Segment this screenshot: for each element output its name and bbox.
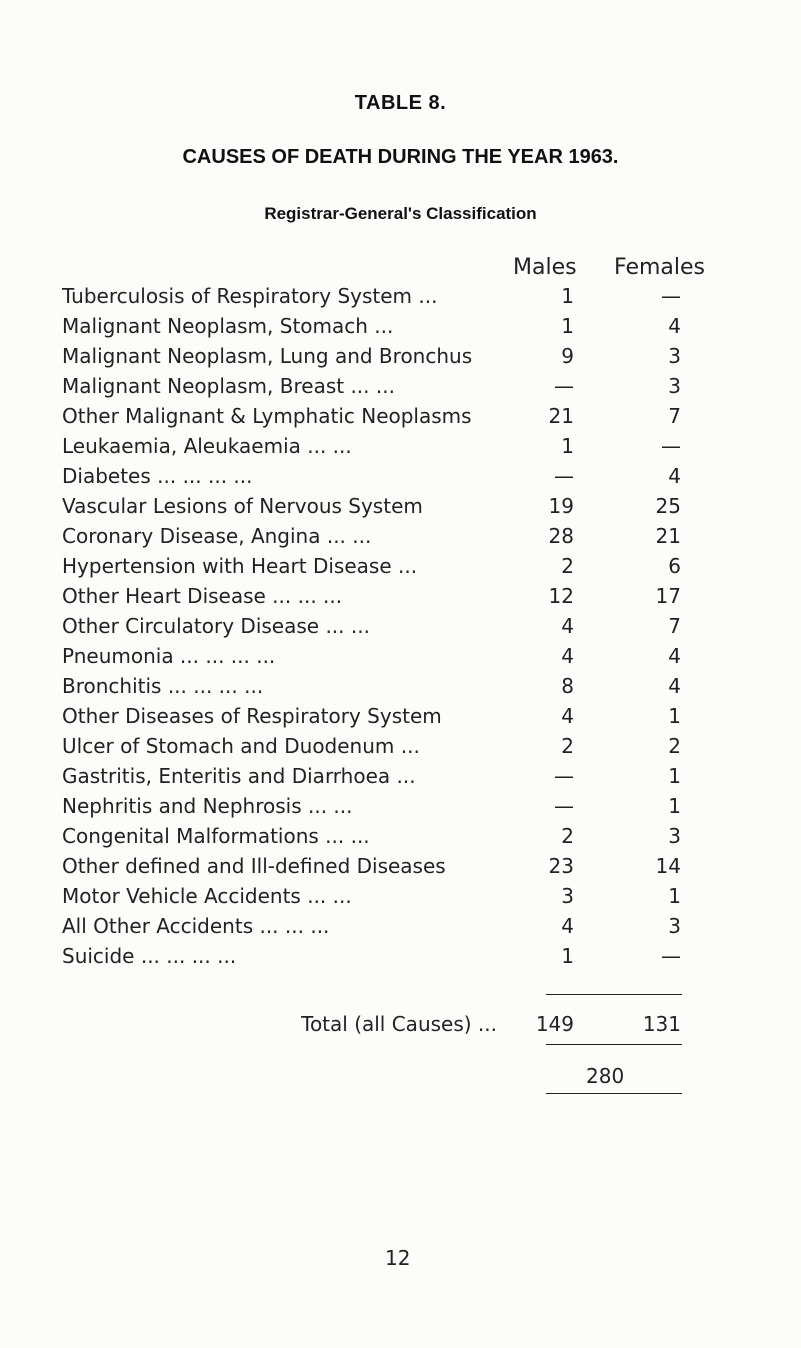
total-rule xyxy=(546,1044,682,1045)
males-value: — xyxy=(554,764,574,788)
cause-label: Hypertension with Heart Disease ... xyxy=(62,554,418,578)
females-value: — xyxy=(661,284,681,308)
females-value: 2 xyxy=(668,734,681,758)
males-value: 4 xyxy=(561,914,574,938)
males-value: 1 xyxy=(561,284,574,308)
males-value: 23 xyxy=(548,854,574,878)
males-value: — xyxy=(554,374,574,398)
females-value: 3 xyxy=(668,344,681,368)
cause-label: Diabetes ... ... ... ... xyxy=(62,464,253,488)
males-value: — xyxy=(554,464,574,488)
males-value: 1 xyxy=(561,944,574,968)
males-value: 2 xyxy=(561,554,574,578)
females-value: 7 xyxy=(668,614,681,638)
page-title: CAUSES OF DEATH DURING THE YEAR 1963. xyxy=(182,146,619,168)
column-header-females: Females xyxy=(614,255,706,280)
males-value: 21 xyxy=(548,404,574,428)
total-label: Total (all Causes) ... xyxy=(301,1012,497,1036)
females-value: — xyxy=(661,944,681,968)
females-value: 4 xyxy=(668,314,681,338)
females-value: 25 xyxy=(655,494,681,518)
total-females-value: 131 xyxy=(642,1012,681,1036)
females-value: 3 xyxy=(668,914,681,938)
cause-label: Malignant Neoplasm, Stomach ... xyxy=(62,314,394,338)
cause-label: Tuberculosis of Respiratory System ... xyxy=(62,284,438,308)
cause-label: Other Diseases of Respiratory System xyxy=(62,704,442,728)
subtotal-rule xyxy=(546,994,682,995)
males-value: 12 xyxy=(548,584,574,608)
cause-label: Bronchitis ... ... ... ... xyxy=(62,674,264,698)
cause-label: Motor Vehicle Accidents ... ... xyxy=(62,884,352,908)
females-value: 6 xyxy=(668,554,681,578)
cause-label: Leukaemia, Aleukaemia ... ... xyxy=(62,434,352,458)
cause-label: Other Circulatory Disease ... ... xyxy=(62,614,370,638)
males-value: 28 xyxy=(548,524,574,548)
females-value: 1 xyxy=(668,794,681,818)
males-value: 1 xyxy=(561,314,574,338)
cause-label: Pneumonia ... ... ... ... xyxy=(62,644,276,668)
females-value: 4 xyxy=(668,644,681,668)
females-value: 14 xyxy=(655,854,681,878)
females-value: 3 xyxy=(668,824,681,848)
females-value: 3 xyxy=(668,374,681,398)
males-value: 1 xyxy=(561,434,574,458)
females-value: 4 xyxy=(668,674,681,698)
cause-label: Other Heart Disease ... ... ... xyxy=(62,584,343,608)
males-value: — xyxy=(554,794,574,818)
cause-label: Other Malignant & Lymphatic Neoplasms xyxy=(62,404,472,428)
column-header-males: Males xyxy=(513,255,577,280)
cause-label: Other defined and Ill-defined Diseases xyxy=(62,854,446,878)
total-males-value: 149 xyxy=(535,1012,574,1036)
males-value: 4 xyxy=(561,644,574,668)
females-value: 1 xyxy=(668,704,681,728)
page-number: 12 xyxy=(385,1246,411,1270)
cause-label: Ulcer of Stomach and Duodenum ... xyxy=(62,734,420,758)
page-subtitle: Registrar-General's Classification xyxy=(264,204,537,223)
males-value: 4 xyxy=(561,704,574,728)
males-value: 2 xyxy=(561,734,574,758)
females-value: 4 xyxy=(668,464,681,488)
males-value: 8 xyxy=(561,674,574,698)
females-value: 21 xyxy=(655,524,681,548)
males-value: 9 xyxy=(561,344,574,368)
cause-label: Vascular Lesions of Nervous System xyxy=(62,494,423,518)
females-value: 1 xyxy=(668,764,681,788)
cause-label: Malignant Neoplasm, Lung and Bronchus xyxy=(62,344,473,368)
males-value: 2 xyxy=(561,824,574,848)
females-value: — xyxy=(661,434,681,458)
cause-label: Malignant Neoplasm, Breast ... ... xyxy=(62,374,395,398)
cause-label: Gastritis, Enteritis and Diarrhoea ... xyxy=(62,764,416,788)
females-value: 17 xyxy=(655,584,681,608)
males-value: 3 xyxy=(561,884,574,908)
males-value: 4 xyxy=(561,614,574,638)
table-label: TABLE 8. xyxy=(354,92,447,114)
grand-total-rule xyxy=(546,1093,682,1094)
females-value: 1 xyxy=(668,884,681,908)
females-value: 7 xyxy=(668,404,681,428)
cause-label: Suicide ... ... ... ... xyxy=(62,944,237,968)
grand-total-value: 280 xyxy=(586,1064,625,1088)
cause-label: All Other Accidents ... ... ... xyxy=(62,914,330,938)
cause-label: Nephritis and Nephrosis ... ... xyxy=(62,794,353,818)
cause-label: Coronary Disease, Angina ... ... xyxy=(62,524,372,548)
males-value: 19 xyxy=(548,494,574,518)
cause-label: Congenital Malformations ... ... xyxy=(62,824,370,848)
